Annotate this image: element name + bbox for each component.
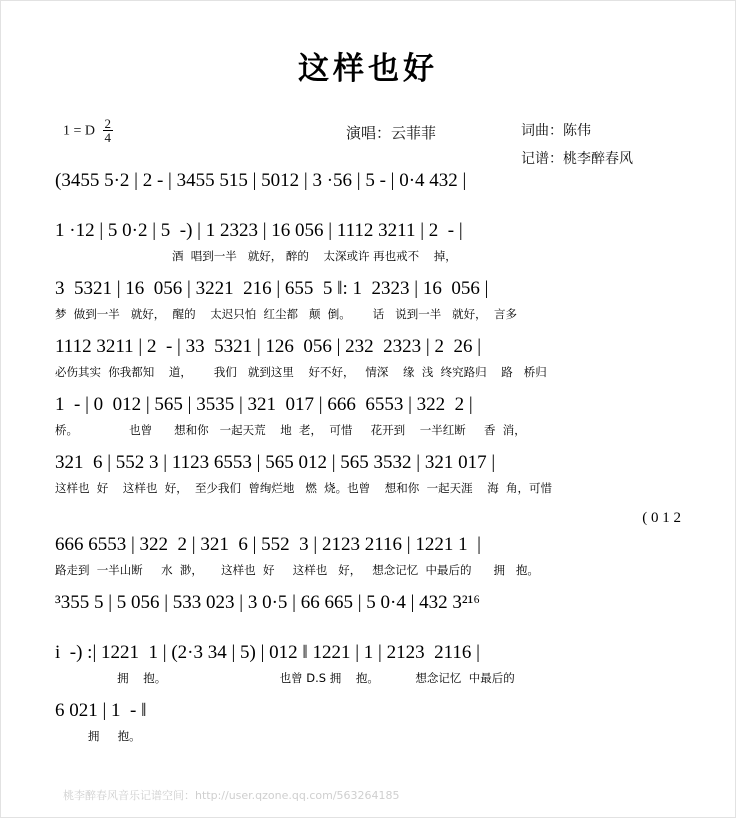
ending-bracket-line [55,508,681,530]
score-line [55,392,681,440]
meter-denominator: 4 [104,130,112,145]
note-row: ³355 5 | 5 056 | 533 023 | 3 0·5 | 66 665 | 5 0·4 | 432 3²¹⁶ [55,592,480,613]
lyric-row: 路走到 一半山断 水 渺， 这样也 好 这样也 好， 想念记忆 中最后的 拥 抱。 [55,563,539,577]
note-row: 1 ·12 | 5 0·2 | 5 -) | 1 2323 | 16 056 | 1112 3211 | 2 - | [55,220,463,241]
spacer [55,384,681,392]
key-signature [63,118,113,145]
page-title: 这样也好 [298,51,438,87]
score-line [55,218,681,266]
footer-watermark: 桃李醉春风音乐记谱空间：http://user.qzone.qq.com/563264185 [63,789,400,802]
score-line [55,590,681,638]
score-line [55,334,681,382]
lyric-row: 这样也 好 这样也 好， 至少我们 曾绚烂地 燃 烧。也曾 想和你 一起天涯 海 角，可惜 [55,481,553,495]
note-row: 666 6553 | 322 2 | 321 6 | 552 3 | 2123 2116 | 1221 1 | [55,534,481,555]
score-body [55,168,681,746]
score-line [55,640,681,688]
lyric-row: 拥 抱。 [55,729,141,743]
credits-block [1,98,735,168]
score-line [55,698,681,746]
spacer [55,326,681,334]
lyric-row: 梦 做到一半 就好， 醒的 太迟只怕 红尘都 颠 倒。 话 说到一半 就好， 言多 [55,307,517,321]
note-row: 321 6 | 552 3 | 1123 6553 | 565 012 | 565 3532 | 321 017 | [55,452,496,473]
lyric-row: 拥 抱。 也曾 D.S 拥 抱。 想念记忆 中最后的 [55,671,515,685]
score-line [55,450,681,498]
lyric-row: 酒 唱到一半 就好， 醉的 太深或许 再也戒不 掉， [55,249,457,263]
lyric-row [55,620,681,638]
lyric-row [55,198,681,216]
score-line [55,532,681,580]
note-row: 1112 3211 | 2 - | 33 5321 | 126 056 | 232 2323 | 2 26 | [55,336,482,357]
transcriber-credit: 记谱：桃李醉春风 [521,151,633,167]
spacer [55,500,681,508]
writer-credit: 词曲：陈伟 [521,123,591,139]
spacer [55,690,681,698]
key-label: 1 = D [63,123,96,139]
lyric-row: 必伤其实 你我都知 道， 我们 就到这里 好不好， 情深 缘 浅 终究路归 路 桥归 [55,365,547,379]
score-line [55,276,681,324]
meter-numerator: 2 [104,116,112,131]
note-row: 6 021 | 1 - ‖ [55,700,147,721]
note-row: 1 - | 0 012 | 565 | 3535 | 321 017 | 666 6553 | 322 2 | [55,394,473,415]
note-row: i -) :| 1221 1 | (2·3 34 | 5) | 012 ‖ 1221 | 1 | 2123 2116 | [55,642,480,663]
singer-credit: 演唱：云菲菲 [346,124,437,142]
note-row: (3455 5·2 | 2 - | 3455 515 | 5012 | 3 ·56 | 5 - | 0·4 432 | [55,170,467,191]
score-line [55,168,681,216]
spacer [55,442,681,450]
spacer [55,268,681,276]
time-signature [103,117,114,144]
note-row: 3 5321 | 16 056 | 3221 216 | 655 5 ‖: 1 2323 | 16 056 | [55,278,489,299]
first-ending-bracket: ( 0 1 2 [642,510,681,526]
lyric-row: 桥。 也曾 想和你 一起天荒 地 老， 可惜 花开到 一半红断 香 消， [55,423,526,437]
spacer [55,582,681,590]
